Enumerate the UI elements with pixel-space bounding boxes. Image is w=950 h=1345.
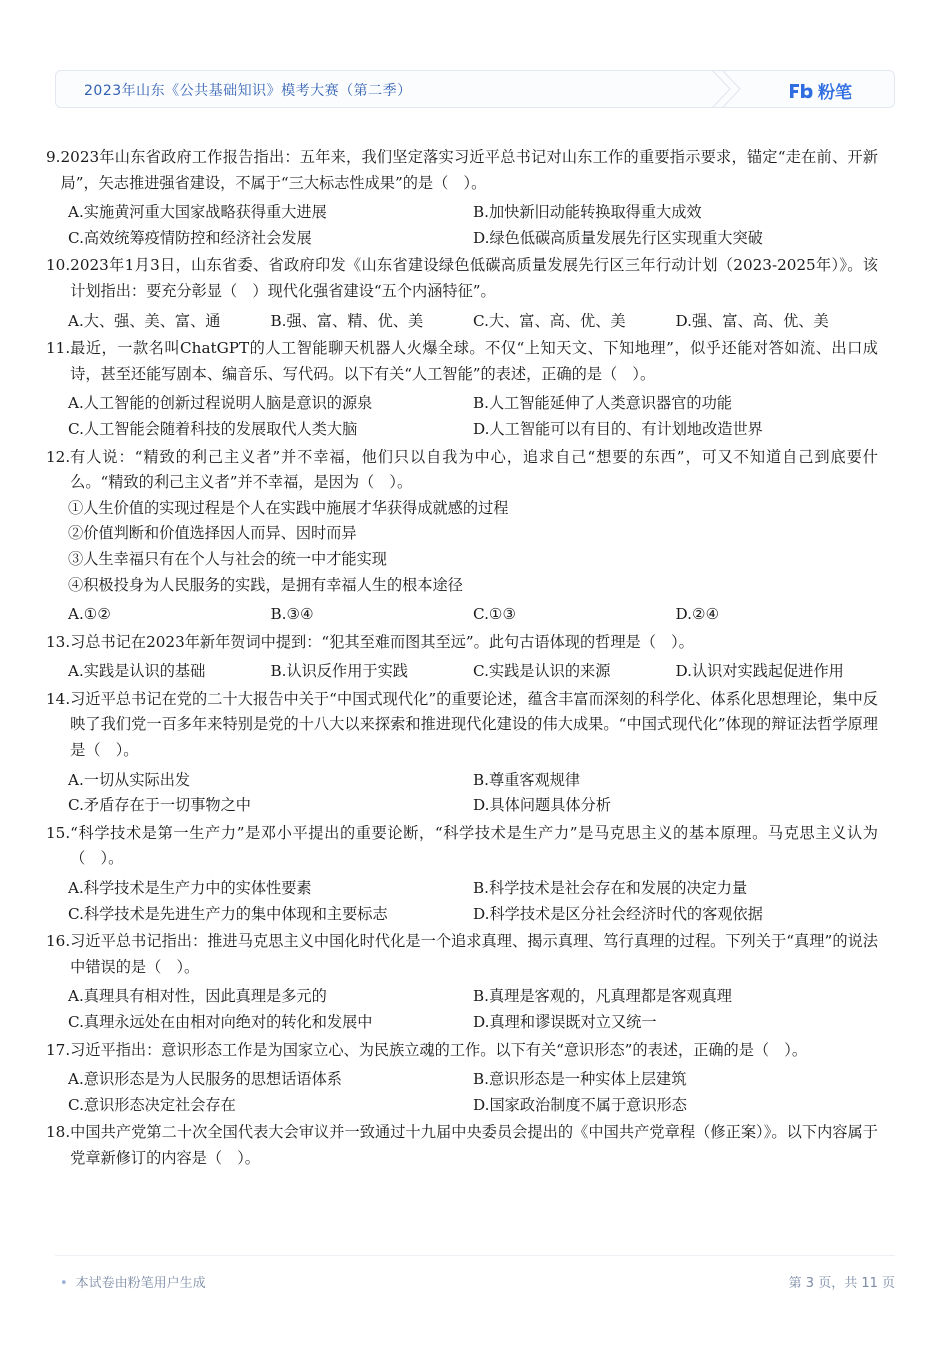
page-header [55,70,895,108]
option-c: C.大、富、高、优、美 [473,311,626,330]
option-c: C.高效统筹疫情防控和经济社会发展 [68,228,312,247]
option-b: B.加快新旧动能转换取得重大成效 [473,203,702,222]
exam-title: 2023年山东《公共基础知识》模考大赛（第二季） [84,83,412,99]
options [68,984,878,1035]
option-a: A.①② [68,605,112,624]
statement-2: ②价值判断和价值选择因人而异、因时而异 [68,524,357,543]
question-text: 中国共产党第二十次全国代表大会审议并一致通过十九届中央委员会提出的《中国共产党章程（修正案）》。以下内容属于党章新修订的内容是（ ）。 [70,1123,878,1167]
question-text: 有人说：“精致的利己主义者”并不幸福，他们只以自我为中心，追求自己“想要的东西”，可又不知道自己到底要什么。“精致的利己主义者”并不幸福，是因为（ ）。 [70,447,878,492]
option-d: D.国家政治制度不属于意识形态 [473,1095,687,1114]
question-number: 17. [46,1040,71,1059]
option-d: D.绿色低碳高质量发展先行区实现重大突破 [473,228,763,247]
question-text: 2023年1月3日，山东省委、省政府印发《山东省建设绿色低碳高质量发展先行区三年行动计划（2023-2025年）》。该计划指出：要充分彰显（ ）现代化强省建设“五个内涵特征”。 [70,256,878,300]
question-number: 14. [46,689,71,708]
fenbi-logo-icon [788,82,814,100]
option-c: C.矛盾存在于一切事物之中 [68,796,251,815]
question-16 [46,929,878,1035]
question-9 [46,145,878,251]
option-d: D.强、富、高、优、美 [675,311,829,330]
question-text: 习近平指出：意识形态工作是为国家立心、为民族立魂的工作。以下有关“意识形态”的表述，正确的是（ ）。 [70,1040,808,1059]
question-text: 习总书记在2023年新年贺词中提到：“犯其至难而图其至远”。此句古语体现的哲理是（ ）。 [70,632,694,651]
question-text: “科学技术是第一生产力”是邓小平提出的重要论断，“科学技术是生产力”是马克思主义的基本原理。马克思主义认为（ ）。 [70,823,878,868]
brand-name: 粉笔 [818,83,852,103]
option-a: A.实施黄河重大国家战略获得重大进展 [68,203,327,222]
option-b: B.意识形态是一种实体上层建筑 [473,1070,687,1089]
statement-3: ③人生幸福只有在个人与社会的统一中才能实现 [68,549,387,568]
question-text: 习近平总书记在党的二十大报告中关于“中国式现代化”的重要论述，蕴含丰富而深刻的科学化、体系化思想理论，集中反映了我们党一百多年来特别是党的十八大以来探索和推进现代化建设的伟大成果。“中国式现代化”体现的辩证法哲学原理是（ ）。 [70,689,878,760]
question-13 [46,630,878,685]
option-d: D.人工智能可以有目的、有计划地改造世界 [473,419,763,438]
question-list [46,145,878,1172]
option-a: A.一切从实际出发 [68,770,191,789]
statements [46,496,878,598]
option-b: B.真理是客观的，凡真理都是客观真理 [473,987,732,1006]
option-a: A.科学技术是生产力中的实体性要素 [68,879,312,898]
question-number: 15. [46,823,71,842]
option-d: D.科学技术是区分社会经济时代的客观依据 [473,904,763,923]
question-12 [46,445,878,628]
options [68,768,878,819]
option-a: A.真理具有相对性，因此真理是多元的 [68,987,327,1006]
question-number: 16. [46,932,71,951]
option-a: A.大、强、美、富、通 [68,311,221,330]
question-number: 10. [46,256,71,275]
option-c: C.真理永远处在由相对向绝对的转化和发展中 [68,1013,373,1031]
option-b: B.人工智能延伸了人类意识器官的功能 [473,394,732,413]
option-b: B.科学技术是社会存在和发展的决定力量 [473,879,748,898]
question-14 [46,687,878,819]
statement-4: ④积极投身为人民服务的实践，是拥有幸福人生的根本途径 [68,575,463,594]
footer-note-text: 本试卷由粉笔用户生成 [75,1276,206,1291]
question-number: 18. [46,1123,71,1142]
option-a: A.人工智能的创新过程说明人脑是意识的源泉 [68,394,373,413]
option-c: C.意识形态决定社会存在 [68,1095,236,1114]
question-17 [46,1038,878,1119]
options [68,391,878,442]
option-b: B.尊重客观规律 [473,770,581,789]
footer-divider [55,1255,895,1256]
options [68,876,878,927]
option-c: C.科学技术是先进生产力的集中体现和主要标志 [68,904,388,923]
question-number: 9. [46,148,61,166]
option-d: D.认识对实践起促进作用 [675,662,844,681]
option-b: B.③④ [270,605,314,624]
option-b: B.强、富、精、优、美 [270,311,424,330]
question-number: 11. [46,339,71,358]
question-text: 2023年山东省政府工作报告指出：五年来，我们坚定落实习近平总书记对山东工作的重要指示要求，锚定“走在前、开新局”，矢志推进强省建设，不属于“三大标志性成果”的是（ ）。 [60,148,878,192]
question-number: 13. [46,632,71,651]
question-text: 最近，一款名叫ChatGPT的人工智能聊天机器人火爆全球。不仅“上知天文、下知地理”，似乎还能对答如流、出口成诗，甚至还能写剧本、编音乐、写代码。以下有关“人工智能”的表述，正确的是（ ）。 [70,339,878,383]
option-b: B.认识反作用于实践 [270,662,408,681]
question-11 [46,336,878,442]
option-d: D.②④ [675,605,720,624]
options [68,602,878,628]
question-text: 习近平总书记指出：推进马克思主义中国化时代化是一个追求真理、揭示真理、笃行真理的过程。下列关于“真理”的说法中错误的是（ ）。 [70,932,878,976]
footer-note [60,1272,206,1291]
option-d: D.具体问题具体分析 [473,796,611,815]
question-10 [46,253,878,334]
option-a: A.意识形态是为人民服务的思想话语体系 [68,1070,342,1089]
header-chevron-divider [708,70,744,108]
options [68,309,878,335]
page-number: 第 3 页，共 11 页 [788,1276,895,1291]
brand-logo [788,78,852,103]
options [68,200,878,251]
option-c: C.人工智能会随着科技的发展取代人类大脑 [68,419,358,438]
statement-1: ①人生价值的实现过程是个人在实践中施展才华获得成就感的过程 [68,498,509,517]
options [68,659,878,685]
option-c: C.实践是认识的来源 [473,662,611,681]
options [68,1067,878,1118]
question-15 [46,821,878,927]
option-d: D.真理和谬误既对立又统一 [473,1013,657,1031]
question-number: 12. [46,447,71,466]
bullet-icon: • [60,1276,68,1291]
option-a: A.实践是认识的基础 [68,662,206,681]
option-c: C.①③ [473,605,517,624]
question-18 [46,1120,878,1171]
